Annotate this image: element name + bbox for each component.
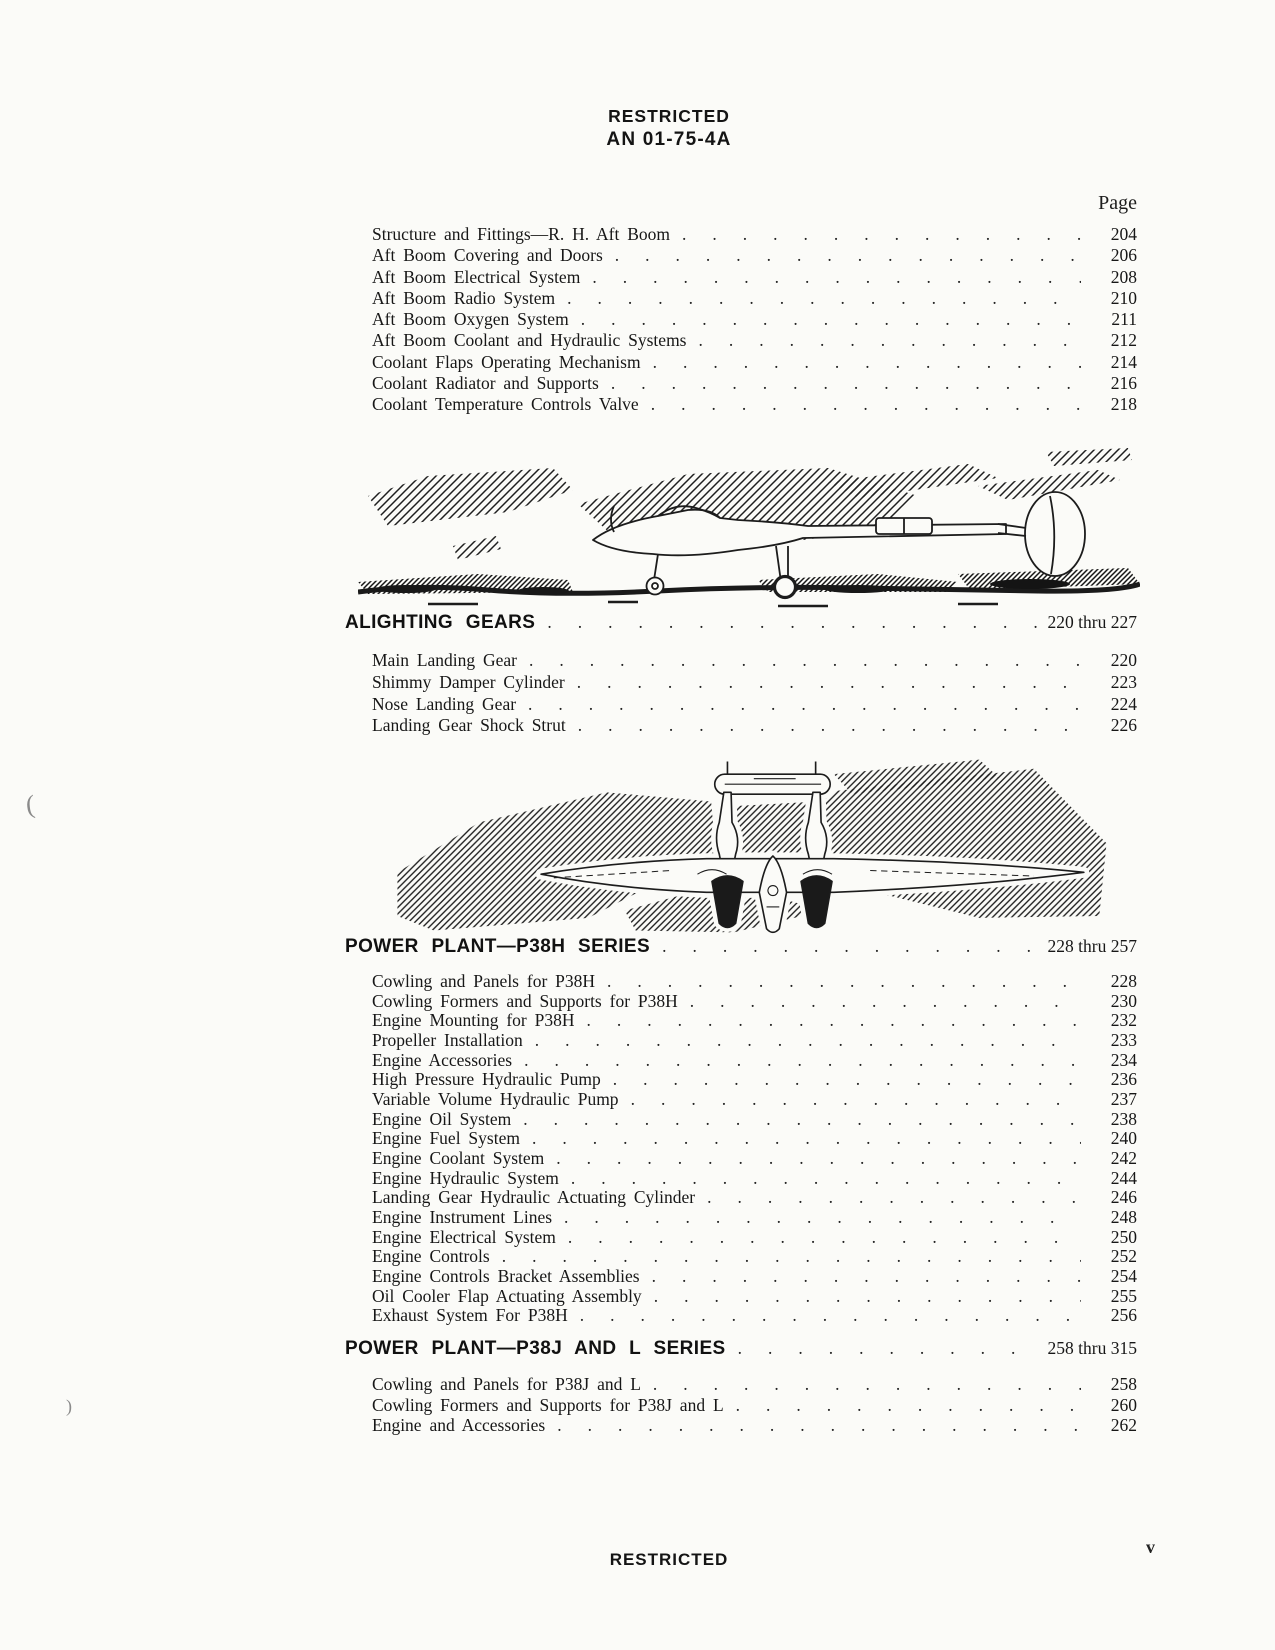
dot-leader — [568, 1228, 1081, 1245]
toc-entry-row — [345, 1188, 1137, 1208]
entry-page-number: 244 — [1110, 1167, 1137, 1188]
document-footer — [63, 1550, 1275, 1570]
section-alighting-gears-heading — [345, 612, 1137, 634]
entry-page-number: 228 — [1110, 971, 1137, 991]
entry-title: High Pressure Hydraulic Pump — [372, 1069, 601, 1090]
entry-title: Aft Boom Covering and Doors — [372, 245, 603, 266]
entry-page-number: 224 — [1110, 693, 1137, 714]
section-heading-row — [345, 612, 1137, 634]
toc-entry-row — [345, 1090, 1137, 1110]
entry-page-number: 220 — [1110, 650, 1137, 670]
toc-entry-row — [345, 1267, 1137, 1287]
section-heading-row — [345, 936, 1137, 958]
page-column-label: Page — [1098, 192, 1137, 214]
dot-leader — [529, 650, 1081, 667]
dot-leader — [707, 1188, 1081, 1205]
entry-title: Engine Instrument Lines — [372, 1206, 553, 1227]
entry-page-number: 212 — [1110, 330, 1137, 351]
entry-title: Propeller Installation — [372, 1029, 523, 1050]
p38-side-view-illustration — [358, 434, 1140, 614]
entry-page-number: 237 — [1110, 1088, 1137, 1109]
toc-entry-row — [345, 224, 1137, 245]
entry-page-number: 242 — [1110, 1147, 1137, 1168]
section-power-plant-p38jl-heading — [345, 1338, 1137, 1360]
entry-page-number: 238 — [1110, 1108, 1137, 1129]
p38-front-view-illustration — [362, 736, 1142, 936]
dot-leader — [607, 972, 1081, 989]
dot-leader — [557, 1415, 1081, 1432]
entry-title: Landing Gear Shock Strut — [372, 715, 566, 736]
entry-page-number: 262 — [1110, 1415, 1137, 1435]
toc-entry-row — [345, 694, 1137, 716]
dot-leader — [502, 1247, 1081, 1264]
entry-title: Coolant Flaps Operating Mechanism — [372, 351, 641, 372]
entry-page-number: 208 — [1110, 266, 1137, 287]
document-number: AN 01-75-4A — [606, 129, 732, 150]
document-header — [63, 106, 1275, 151]
dot-leader — [564, 1208, 1081, 1225]
entry-title: Aft Boom Coolant and Hydraulic Systems — [372, 330, 687, 351]
toc-entry-row — [345, 288, 1137, 309]
entry-page-number: 250 — [1110, 1226, 1137, 1247]
toc-entry-row — [345, 1110, 1137, 1130]
entry-page-number: 216 — [1110, 373, 1137, 394]
toc-entry-row — [345, 1395, 1137, 1416]
section-page-range: 228 thru 257 — [1047, 936, 1137, 956]
toc-entry-row — [345, 992, 1137, 1012]
dot-leader — [587, 1011, 1081, 1028]
entry-page-number: 218 — [1110, 394, 1137, 415]
entry-page-number: 223 — [1110, 671, 1137, 692]
entry-page-number: 206 — [1110, 245, 1137, 266]
entry-title: Engine Controls Bracket Assemblies — [372, 1265, 640, 1286]
entry-title: Nose Landing Gear — [372, 693, 517, 714]
entry-title: Aft Boom Radio System — [372, 287, 556, 308]
entry-title: Cowling and Panels for P38H — [372, 971, 596, 991]
entry-page-number: 240 — [1110, 1128, 1137, 1149]
toc-entry-row — [345, 1149, 1137, 1169]
section-title: POWER PLANT—P38J AND L SERIES — [345, 1338, 726, 1359]
toc-entry-row — [345, 1208, 1137, 1228]
entry-title: Engine Controls — [372, 1246, 490, 1267]
entry-title: Landing Gear Hydraulic Actuating Cylinder — [372, 1187, 696, 1208]
dot-leader — [535, 1031, 1081, 1048]
toc-entry-row — [345, 330, 1137, 351]
scan-artifact-mark: ( — [24, 789, 37, 820]
dot-leader — [653, 1374, 1081, 1391]
toc-entry-row — [345, 373, 1137, 394]
toc-block-alighting-gears — [345, 650, 1137, 737]
entry-title: Cowling Formers and Supports for P38H — [372, 990, 678, 1011]
entry-title: Variable Volume Hydraulic Pump — [372, 1088, 619, 1109]
toc-block-power-plant-p38h — [345, 972, 1137, 1326]
dot-leader — [652, 1267, 1081, 1284]
dot-leader — [699, 330, 1082, 347]
entry-title: Coolant Radiator and Supports — [372, 373, 599, 394]
entry-page-number: 226 — [1110, 715, 1137, 736]
toc-entry-row — [345, 1169, 1137, 1189]
toc-entry-row — [345, 972, 1137, 992]
entry-page-number: 246 — [1110, 1187, 1137, 1208]
toc-entry-row — [345, 1051, 1137, 1071]
dot-leader — [738, 1338, 1038, 1355]
toc-block-power-plant-p38jl — [345, 1374, 1137, 1436]
toc-entry-row — [345, 672, 1137, 694]
entry-title: Aft Boom Oxygen System — [372, 309, 569, 330]
dot-leader — [611, 373, 1081, 390]
entry-title: Engine Fuel System — [372, 1128, 520, 1149]
dot-leader — [615, 245, 1081, 262]
classification-banner-top: RESTRICTED — [608, 106, 730, 126]
entry-title: Engine Hydraulic System — [372, 1167, 559, 1188]
entry-page-number: 255 — [1110, 1285, 1137, 1306]
toc-entry-row — [345, 245, 1137, 266]
toc-entry-row — [345, 1228, 1137, 1248]
entry-page-number: 236 — [1110, 1069, 1137, 1090]
dot-leader — [556, 1149, 1081, 1166]
toc-entry-row — [345, 1306, 1137, 1326]
dot-leader — [690, 992, 1081, 1009]
dot-leader — [662, 936, 1037, 953]
dot-leader — [580, 1306, 1081, 1323]
section-heading-row — [345, 1338, 1137, 1360]
toc-entry-row — [345, 1070, 1137, 1090]
entry-page-number: 214 — [1110, 351, 1137, 372]
dot-leader — [524, 1051, 1081, 1068]
dot-leader — [567, 288, 1081, 305]
entry-page-number: 260 — [1110, 1394, 1137, 1415]
entry-page-number: 210 — [1110, 287, 1137, 308]
dot-leader — [736, 1395, 1081, 1412]
entry-page-number: 252 — [1110, 1246, 1137, 1267]
entry-page-number: 233 — [1110, 1029, 1137, 1050]
toc-entry-row — [345, 267, 1137, 288]
entry-title: Structure and Fittings—R. H. Aft Boom — [372, 224, 670, 244]
entry-title: Main Landing Gear — [372, 650, 518, 670]
toc-entry-row — [345, 1374, 1137, 1395]
section-page-range: 258 thru 315 — [1047, 1338, 1137, 1358]
entry-title: Oil Cooler Flap Actuating Assembly — [372, 1285, 642, 1306]
dot-leader — [532, 1129, 1081, 1146]
dot-leader — [592, 267, 1081, 284]
entry-title: Shimmy Damper Cylinder — [372, 671, 565, 692]
toc-entry-row — [345, 1129, 1137, 1149]
dot-leader — [653, 352, 1081, 369]
toc-entry-row — [345, 1031, 1137, 1051]
section-title: POWER PLANT—P38H SERIES — [345, 936, 651, 957]
entry-title: Cowling and Panels for P38J and L — [372, 1374, 641, 1394]
entry-page-number: 254 — [1110, 1265, 1137, 1286]
dot-leader — [682, 224, 1081, 241]
dot-leader — [547, 612, 1037, 629]
section-page-range: 220 thru 227 — [1047, 612, 1137, 632]
entry-page-number: 232 — [1110, 1010, 1137, 1031]
p38-front-view-sketch — [362, 736, 1142, 936]
dot-leader — [613, 1070, 1081, 1087]
entry-page-number: 234 — [1110, 1049, 1137, 1070]
scan-artifact-mark: ) — [66, 1396, 72, 1416]
entry-page-number: 204 — [1110, 224, 1137, 244]
dot-leader — [651, 394, 1081, 411]
dot-leader — [528, 694, 1081, 711]
entry-title: Coolant Temperature Controls Valve — [372, 394, 639, 415]
dot-leader — [631, 1090, 1081, 1107]
entry-page-number: 230 — [1110, 990, 1137, 1011]
entry-page-number: 248 — [1110, 1206, 1137, 1227]
entry-title: Exhaust System For P38H — [372, 1305, 568, 1326]
toc-entry-row — [345, 1011, 1137, 1031]
dot-leader — [523, 1110, 1081, 1127]
entry-title: Engine Accessories — [372, 1049, 513, 1070]
dot-leader — [571, 1169, 1081, 1186]
dot-leader — [581, 309, 1081, 326]
entry-page-number: 211 — [1111, 309, 1137, 330]
toc-entry-row — [345, 1247, 1137, 1267]
p38-side-view-sketch — [358, 434, 1140, 614]
dot-leader — [654, 1287, 1081, 1304]
dot-leader — [578, 715, 1081, 732]
entry-page-number: 258 — [1110, 1374, 1137, 1394]
entry-title: Engine Electrical System — [372, 1226, 556, 1247]
entry-title: Engine Mounting for P38H — [372, 1010, 575, 1031]
toc-entry-row — [345, 309, 1137, 330]
entry-title: Aft Boom Electrical System — [372, 266, 581, 287]
entry-page-number: 256 — [1110, 1305, 1137, 1326]
section-title: ALIGHTING GEARS — [345, 612, 536, 633]
section-power-plant-p38h-heading — [345, 936, 1137, 958]
toc-block-aft-boom — [345, 224, 1137, 416]
entry-title: Engine Oil System — [372, 1108, 512, 1129]
toc-entry-row — [345, 1415, 1137, 1436]
toc-entry-row — [345, 715, 1137, 737]
toc-entry-row — [345, 650, 1137, 672]
toc-entry-row — [345, 1287, 1137, 1307]
toc-entry-row — [345, 394, 1137, 415]
entry-title: Engine and Accessories — [372, 1415, 546, 1435]
dot-leader — [577, 672, 1081, 689]
classification-banner-bottom: RESTRICTED — [609, 1550, 729, 1569]
entry-title: Engine Coolant System — [372, 1147, 545, 1168]
entry-title: Cowling Formers and Supports for P38J and L — [372, 1394, 724, 1415]
folio-page-number: v — [1146, 1537, 1155, 1557]
toc-entry-row — [345, 352, 1137, 373]
